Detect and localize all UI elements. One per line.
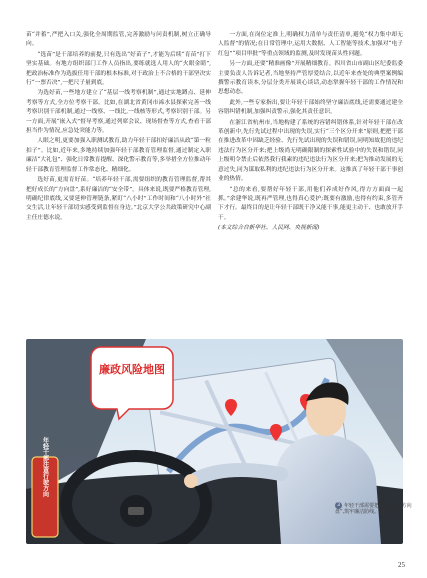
paragraph: 在浙江省杭州市,当地构建了系统的容错纠错体系,针对年轻干部在改革创新中,先行先试过程中出现的失误,实行“三个区分开来”原则,把把干部在推进改革中因缺乏经验、先行先试出现的失误和错误,同明知故犯的违纪违法行为区分开来;把上级尚无明确限制的探索性试验中的失误和错误,同上级明令禁止后依然我行我素的违纪违法行为区分开来;把为推动发展的无意过失,同为谋取私利的违纪违法行为区分开来。这推真了年轻干部干事创业的热情。 [218,119,403,183]
paragraph: 另一方面,还要“精准画像”开展精细教育。四川省山市副山区纪委监委主要负责人告诉记者,当地坚持严管厚爱结合,以近年来查处的典型案例编撰警示教育读本,分层分类开展谈心谈话,动态掌握年轻干部的工作情况和思想动态。 [218,61,403,96]
map-bubble [91,347,173,419]
page-number: 25 [398,561,405,569]
left-column [26,31,211,224]
paragraph: 苗“并蓄”,严把入口关,强化全周期监管,完善激励与问责机制,树立正确导向。 [26,32,211,48]
paragraph: “选苗”是干部培养的前提,只有选出“好苗子”,才能为后续“育苗”打下坚实基础。有地方组织部门工作人员指出,要练就选人用人的“火眼金睛”,把政治标准作为选拔任用干部的根本标准,对于政治上不合格的干部坚决实行“一票否决”,一把尺子量到底。 [26,51,211,87]
bubble-label: 廉政风险地图 [99,363,165,376]
paragraph: 此外,一些专家指出,要让年轻干部始终坚守廉洁底线,还需要通过建全容错纠错机制,加强纠责警示,强化其责任意识。 [218,99,403,116]
car-sign-label: 年轻干部注意行驶方向 [41,437,49,497]
caption-text: 年轻干部需要把好成长的“方向盘”,筑牢廉洁防线。 [335,503,412,516]
paragraph: 一方面,在岗位定准上,明确权力清单与责任清单,避免“权力集中却无人监督”的情况;在日常管理中,运用大数据、人工智能等技术,加强对“电子红包”“项目审批”等重点领域的监测,及时发现苗头性问题。 [218,32,403,57]
caption-credit: (AI图片) [379,509,398,516]
right-column [218,31,403,235]
paragraph: “总的来看,要帮好年轻干部,用他们养成好作风,得方方面面一起抓。”余建华说,既再严管理,也得真心爱护;既要有激励,也得有约束,多管齐下才行。最终目的是让年轻干部既干净又能干事,能更主动干、也敢放开手干。 [218,186,403,221]
caption-number: 3 [335,502,342,509]
paragraph: 人眼之明,更要加强入职测试教育,助力年轻干部扣好廉洁从政“第一粒扣子”。比如,近年来,多地持续加强年轻干部教育管理监督,通过制定入职廉洁“大礼包”、强化日常教育提醒、深化警示教育等,多举措全方位推动年轻干部教育管理监督工作常态化、精细化。 [26,138,211,173]
byline: (本文综合自新华社、人民网、央视新闻) [218,225,320,232]
paragraph: 选好苗,更需育好苗。“培养年轻干部,需要组织的教育管理监督,帮其把好成长的“方向盘”,系好廉洁的“安全带”。具体来说,既要严格教育管理,明确纪律底线,又要延伸管理链条,紧盯“八小时”工作时间和“八小时外”社交生活,让年轻干部切实感受到监督在身边。”北京大学公共政策研究中心副主任庄德水说。 [26,177,211,221]
figure-caption [335,502,415,516]
paragraph: 为选好苗,一些地方建立了“基层一线考察机制”,通过实地蹲点、延伸考察等方式,全方位考察干部。比如,在湖北省黄冈市浠水县探索完善一线考察识别干部机制,通过一线察、一线比,一线核等形式,考察识别干部。另一方面,开展“嵌入式”督导考察,通过列席会议、现场督查等方式,查看干部担当作为情况,应急处突能力等。 [26,90,211,135]
